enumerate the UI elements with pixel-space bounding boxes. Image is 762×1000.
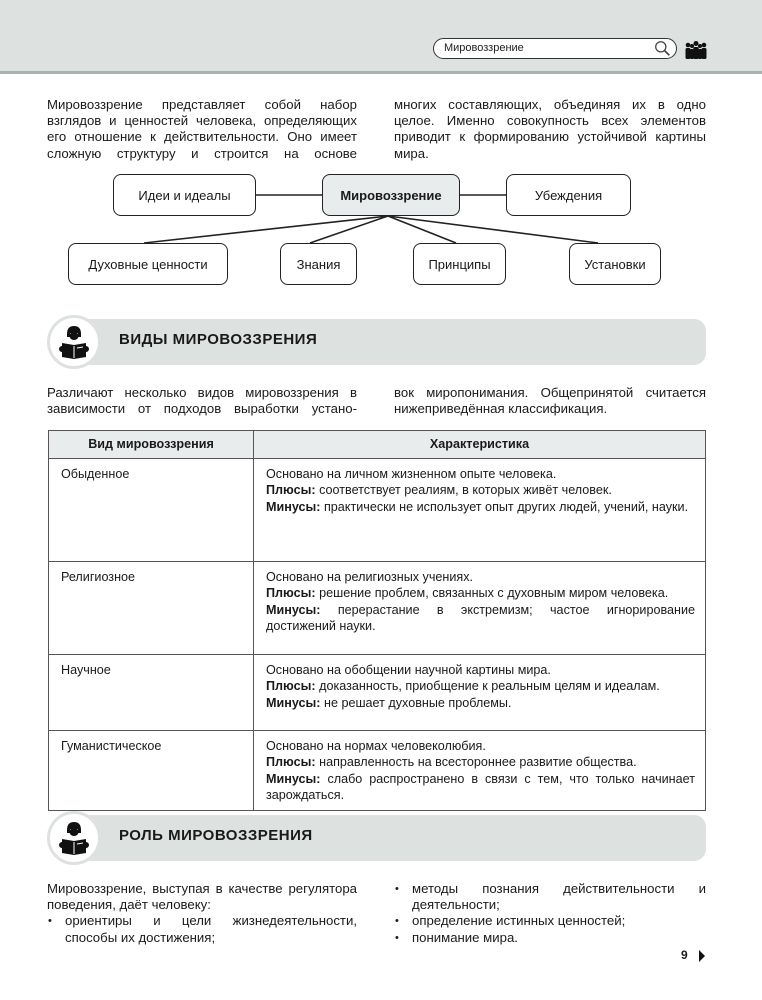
plus-text: соответствует реалиям, в которых живёт человек. xyxy=(319,483,612,498)
node-label: Убеждения xyxy=(534,187,603,203)
type-characteristic xyxy=(254,731,706,811)
diagram-node-beliefs xyxy=(506,174,631,216)
minus-label: Минусы: xyxy=(266,695,321,710)
node-label: Духовные ценности xyxy=(88,256,208,272)
plus-text: решение проблем, связанных с духовным миром человека. xyxy=(319,586,669,601)
role-text xyxy=(47,881,706,946)
type-name: Научное xyxy=(49,655,254,731)
diagram-node-center xyxy=(322,174,460,216)
diagram-node-principles xyxy=(413,243,506,285)
table-row xyxy=(49,655,706,731)
types-intro-right: вок миропонимания. Общепринятой считается нижеприведённая классификация. xyxy=(394,385,706,417)
minus-label: Минусы: xyxy=(266,771,321,786)
plus-label: Плюсы: xyxy=(266,586,316,601)
section-title: РОЛЬ МИРОВОЗЗРЕНИЯ xyxy=(119,827,313,844)
table-header-row xyxy=(49,431,706,459)
type-characteristic xyxy=(254,459,706,562)
role-left-column xyxy=(47,881,357,946)
role-right-column xyxy=(394,881,706,946)
type-characteristic xyxy=(254,655,706,731)
types-intro-text xyxy=(47,385,706,417)
table-row xyxy=(49,459,706,562)
intro-right-column: многих составляющих, объединяя их в одно целое. Именно совокупность всех элементов приводит к формированию устойчивой картины мира. xyxy=(394,97,706,161)
reading-person-icon xyxy=(59,324,89,360)
plus-text: направленность на всестороннее развитие общества. xyxy=(319,755,637,770)
basis-text: Основано на религиозных учениях. xyxy=(266,570,474,584)
section-heading-role xyxy=(47,813,706,863)
column-header-characteristic: Характеристика xyxy=(254,431,706,459)
section-icon-circle xyxy=(47,315,101,369)
plus-label: Плюсы: xyxy=(266,483,316,498)
type-name: Религиозное xyxy=(49,562,254,655)
type-name: Гуманистическое xyxy=(49,731,254,811)
type-characteristic xyxy=(254,562,706,655)
role-bullets-right xyxy=(394,881,706,946)
diagram-node-spiritual-values xyxy=(68,243,228,285)
column-header-type: Вид мировоззрения xyxy=(49,431,254,459)
bullet-item: • определение истинных ценностей; xyxy=(394,913,706,929)
minus-text: практически не использует опыт других людей, учений, науки. xyxy=(323,499,689,514)
type-name: Обыденное xyxy=(49,459,254,562)
node-label: Знания xyxy=(296,256,341,272)
node-label: Принципы xyxy=(428,256,491,272)
plus-label: Плюсы: xyxy=(266,679,316,694)
types-intro-left: Различают несколько видов мировоззрения в зависимости от подходов выработки устано- xyxy=(47,385,357,417)
table-row xyxy=(49,731,706,811)
node-label: Установки xyxy=(584,256,646,272)
basis-text: Основано на личном жизненном опыте человека. xyxy=(266,467,557,481)
minus-text: слабо распространено в связи с тем, что только начинает зарождаться. xyxy=(266,771,695,803)
intro-left-column: Мировоззрение представляет собой набор взглядов и ценностей человека, определяющих его отношение к действительности. Оно имеет сложную структуру и строится на основе xyxy=(47,97,357,161)
minus-label: Минусы: xyxy=(266,602,321,617)
node-label: Мировоззрение xyxy=(340,187,442,203)
worldview-structure-diagram xyxy=(0,0,762,300)
diagram-node-attitudes xyxy=(569,243,661,285)
basis-text: Основано на обобщении научной картины мира. xyxy=(266,663,551,677)
reading-person-icon xyxy=(59,820,89,856)
minus-label: Минусы: xyxy=(266,499,321,514)
plus-label: Плюсы: xyxy=(266,755,316,770)
bullet-item: • ориентиры и цели жизнедеятельности, способы их достижения; xyxy=(47,913,357,945)
diagram-node-ideas xyxy=(113,174,256,216)
minus-text: перерастание в экстремизм; частое игнорирование достижений науки. xyxy=(266,602,695,634)
worldview-types-table xyxy=(48,430,706,811)
role-bullets-left xyxy=(47,913,357,945)
node-label: Идеи и идеалы xyxy=(138,187,231,203)
bullet-item: • методы познания действительности и деятельности; xyxy=(394,881,706,913)
page-number: 9 xyxy=(681,948,688,962)
basis-text: Основано на нормах человеколюбия. xyxy=(266,739,486,753)
section-icon-circle xyxy=(47,811,101,865)
section-heading-types xyxy=(47,317,706,367)
section-title: ВИДЫ МИРОВОЗЗРЕНИЯ xyxy=(119,331,318,348)
search-input-value: Мировоззрение xyxy=(444,42,524,54)
minus-text: не решает духовные проблемы. xyxy=(323,695,512,710)
table-row xyxy=(49,562,706,655)
plus-text: доказанность, приобщение к реальным целям и идеалам. xyxy=(319,679,660,694)
bullet-item: • понимание мира. xyxy=(394,930,706,946)
next-page-arrow-icon[interactable] xyxy=(699,950,705,962)
diagram-node-knowledge xyxy=(280,243,357,285)
role-lead: Мировоззрение, выступая в качестве регулятора поведения, даёт человеку: xyxy=(47,881,357,913)
